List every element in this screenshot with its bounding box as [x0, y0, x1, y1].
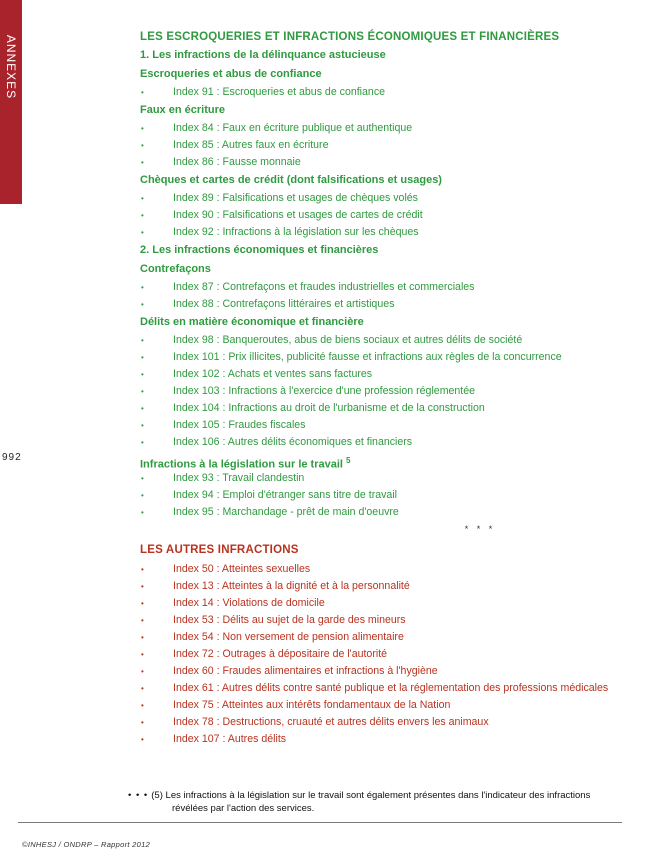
list-item: [140, 561, 640, 578]
list-item-text: Index 95 : Marchandage - prêt de main d'oeuvre: [173, 506, 399, 518]
list-item: [140, 595, 640, 612]
bullet-icon: •: [141, 599, 144, 608]
bullet-icon: •: [141, 387, 144, 396]
group-heading-cheques: Chèques et cartes de crédit (dont falsifications et usages): [140, 174, 442, 186]
page-number: 992: [2, 452, 22, 463]
bullet-icon: •: [141, 88, 144, 97]
bullet-icon: •: [141, 421, 144, 430]
bullet-icon: •: [141, 194, 144, 203]
list-item-text: Index 13 : Atteintes à la dignité et à la personnalité: [173, 580, 410, 592]
list-item-text: Index 72 : Outrages à dépositaire de l'autorité: [173, 648, 388, 660]
list-item-text: Index 105 : Fraudes fiscales: [173, 419, 306, 431]
bullet-icon: •: [141, 667, 144, 676]
list-item: [140, 400, 640, 417]
footer-rule: [18, 822, 622, 823]
list-item-text: Index 54 : Non versement de pension alimentaire: [173, 631, 404, 643]
list-item: [140, 470, 640, 487]
bullet-icon: •: [141, 158, 144, 167]
list-item: [140, 137, 640, 154]
list-item-text: Index 78 : Destructions, cruauté et autres délits envers les animaux: [173, 716, 489, 728]
list-item: [140, 120, 640, 137]
list-item-text: Index 60 : Fraudes alimentaires et infractions à l'hygiène: [173, 665, 438, 677]
bullet-icon: •: [141, 508, 144, 517]
bullet-icon: •: [141, 438, 144, 447]
list-item: [140, 612, 640, 629]
group-list: [140, 120, 640, 171]
list-item-text: Index 75 : Atteintes aux intérêts fondamentaux de la Nation: [173, 699, 451, 711]
part-1-heading: 1. Les infractions de la délinquance astucieuse: [140, 49, 386, 61]
footnote-number: (5): [151, 790, 163, 801]
group-heading-faux: Faux en écriture: [140, 104, 225, 116]
group-heading-travail: [140, 451, 640, 470]
list-item: [140, 296, 640, 313]
bullet-icon: •: [141, 353, 144, 362]
group-heading-contrefacons: Contrefaçons: [140, 263, 211, 275]
group-list: [140, 279, 640, 313]
list-item-text: Index 85 : Autres faux en écriture: [173, 139, 329, 151]
list-item: [140, 504, 640, 521]
annexes-side-tab: [0, 0, 22, 204]
list-item: [140, 714, 640, 731]
list-item: [140, 154, 640, 171]
group-heading-delits: Délits en matière économique et financière: [140, 316, 364, 328]
bullet-icon: •: [141, 300, 144, 309]
list-item-text: Index 92 : Infractions à la législation sur les chèques: [173, 226, 419, 238]
part-2-heading: 2. Les infractions économiques et financières: [140, 244, 379, 256]
list-item: [140, 84, 640, 101]
list-item: [140, 434, 640, 451]
group-list: [140, 332, 640, 451]
list-item: [140, 332, 640, 349]
list-item-text: Index 103 : Infractions à l'exercice d'une profession réglementée: [173, 385, 476, 397]
list-item: [140, 279, 640, 296]
section-title-eco: LES ESCROQUERIES ET INFRACTIONS ÉCONOMIQUES ET FINANCIÈRES: [140, 31, 560, 43]
list-item-text: Index 106 : Autres délits économiques et financiers: [173, 436, 413, 448]
bullet-icon: •: [141, 616, 144, 625]
bullet-icon: •: [141, 228, 144, 237]
list-item: [140, 383, 640, 400]
bullet-icon: •: [141, 491, 144, 500]
footnote-line-1: Les infractions à la législation sur le travail sont également présentes dans l'indicateur des infractions: [165, 790, 591, 801]
list-item: [140, 578, 640, 595]
bullet-icon: •: [141, 735, 144, 744]
list-item-text: Index 84 : Faux en écriture publique et authentique: [173, 122, 413, 134]
bullet-icon: •: [141, 283, 144, 292]
list-item: [140, 366, 640, 383]
footnote: [128, 789, 628, 815]
footnote-line-2: révélées par l'action des services.: [172, 803, 315, 814]
list-item: [140, 646, 640, 663]
bullet-icon: •: [141, 141, 144, 150]
footer-credit: ©INHESJ / ONDRP – Rapport 2012: [22, 840, 151, 849]
side-tab-label: ANNEXES: [4, 34, 18, 100]
list-item-text: Index 102 : Achats et ventes sans factures: [173, 368, 373, 380]
list-item: [140, 629, 640, 646]
list-item-text: Index 89 : Falsifications et usages de chèques volés: [173, 192, 418, 204]
list-item-text: Index 104 : Infractions au droit de l'urbanisme et de la construction: [173, 402, 485, 414]
list-item: [140, 487, 640, 504]
list-item: [140, 663, 640, 680]
group-heading-travail-text: Infractions à la législation sur le travail: [140, 458, 343, 471]
list-item-text: Index 50 : Atteintes sexuelles: [173, 563, 311, 575]
bullet-icon: •: [141, 211, 144, 220]
document-body: [140, 28, 640, 748]
list-item-text: Index 86 : Fausse monnaie: [173, 156, 301, 168]
group-list: [140, 190, 640, 241]
list-item-text: Index 94 : Emploi d'étranger sans titre de travail: [173, 489, 398, 501]
bullet-icon: •: [141, 124, 144, 133]
list-item-text: Index 90 : Falsifications et usages de cartes de crédit: [173, 209, 423, 221]
list-item-text: Index 53 : Délits au sujet de la garde des mineurs: [173, 614, 406, 626]
bullet-icon: •: [141, 336, 144, 345]
bullet-icon: •: [141, 633, 144, 642]
footnote-reference: 5: [346, 456, 351, 465]
list-item-text: Index 61 : Autres délits contre santé publique et la réglementation des professions médicales: [173, 682, 609, 694]
list-item: [140, 731, 640, 748]
list-item-text: Index 98 : Banqueroutes, abus de biens sociaux et autres délits de société: [173, 334, 523, 346]
bullet-icon: •: [141, 404, 144, 413]
list-item: [140, 417, 640, 434]
group-list: [140, 470, 640, 521]
list-item-text: Index 107 : Autres délits: [173, 733, 287, 745]
bullet-icon: •: [141, 684, 144, 693]
list-item: [140, 224, 640, 241]
other-infractions-list: [140, 561, 640, 748]
list-item: [140, 190, 640, 207]
bullet-icon: •: [141, 474, 144, 483]
bullet-icon: •: [141, 650, 144, 659]
list-item-text: Index 14 : Violations de domicile: [173, 597, 325, 609]
group-list: [140, 84, 640, 101]
footnote-marker: • • •: [128, 790, 149, 801]
group-heading-escroqueries: Escroqueries et abus de confiance: [140, 68, 322, 80]
list-item: [140, 680, 640, 697]
list-item-text: Index 88 : Contrefaçons littéraires et artistiques: [173, 298, 395, 310]
bullet-icon: •: [141, 701, 144, 710]
list-item-text: Index 91 : Escroqueries et abus de confiance: [173, 86, 386, 98]
list-item: [140, 207, 640, 224]
section-separator: * * *: [464, 524, 496, 534]
bullet-icon: •: [141, 370, 144, 379]
bullet-icon: •: [141, 718, 144, 727]
bullet-icon: •: [141, 582, 144, 591]
list-item-text: Index 87 : Contrefaçons et fraudes industrielles et commerciales: [173, 281, 475, 293]
list-item: [140, 697, 640, 714]
list-item-text: Index 93 : Travail clandestin: [173, 472, 305, 484]
section-title-other: LES AUTRES INFRACTIONS: [140, 544, 299, 556]
list-item: [140, 349, 640, 366]
list-item-text: Index 101 : Prix illicites, publicité fausse et infractions aux règles de la concurrence: [173, 351, 562, 363]
bullet-icon: •: [141, 565, 144, 574]
